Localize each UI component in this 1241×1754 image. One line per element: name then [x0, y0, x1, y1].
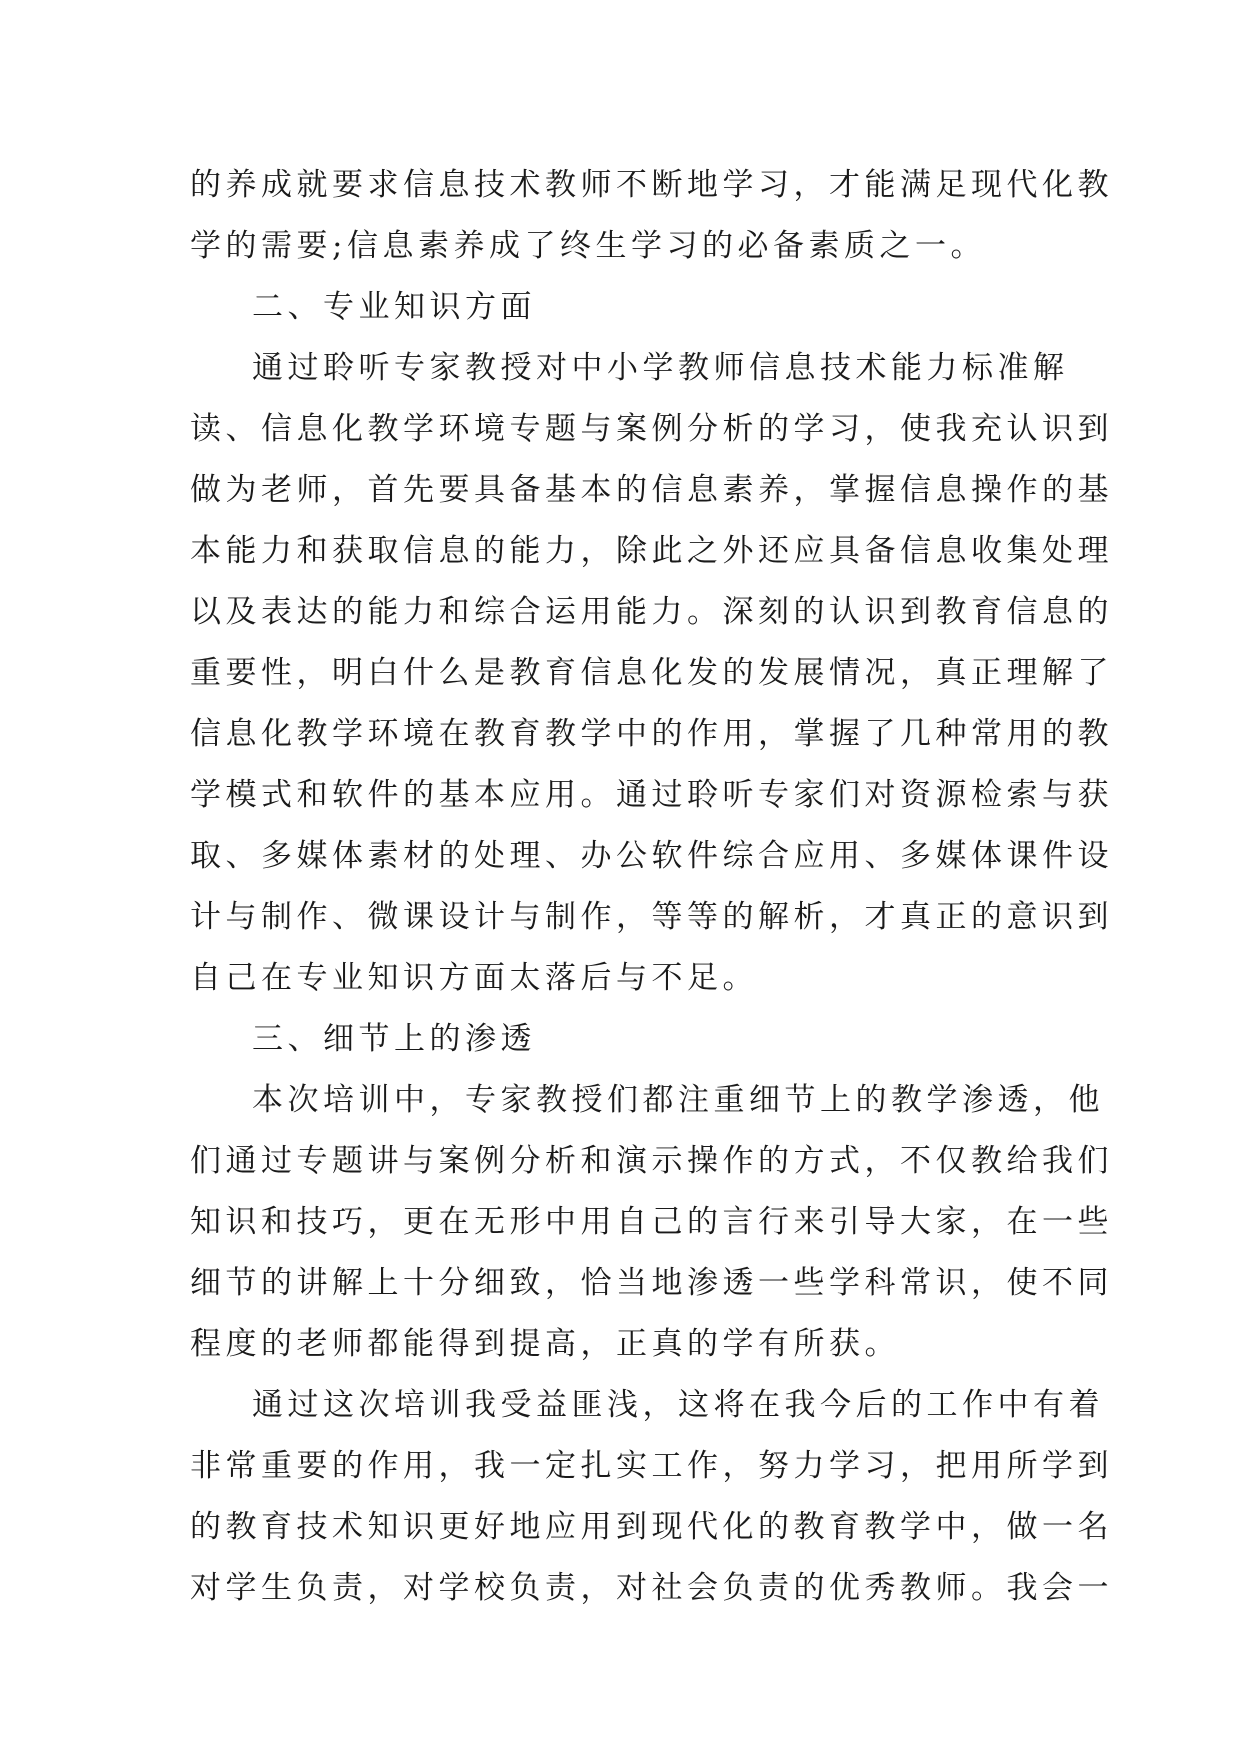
text-line: 自己在专业知识方面太落后与不足。: [190, 960, 758, 996]
section-heading: 三、细节上的渗透: [252, 1021, 536, 1057]
text-line: 学的需要;信息素养成了终生学习的必备素质之一。: [190, 228, 986, 264]
text-line: 本次培训中，专家教授们都注重细节上的教学渗透，他: [252, 1082, 1104, 1118]
text-line: 非常重要的作用，我一定扎实工作，努力学习，把用所学到: [190, 1448, 1113, 1484]
text-line: 以及表达的能力和综合运用能力。深刻的认识到教育信息的: [190, 594, 1113, 630]
text-line: 学模式和软件的基本应用。通过聆听专家们对资源检索与获: [190, 777, 1113, 813]
text-line: 本能力和获取信息的能力，除此之外还应具备信息收集处理: [190, 533, 1113, 569]
text-line: 细节的讲解上十分细致，恰当地渗透一些学科常识，使不同: [190, 1265, 1113, 1301]
text-line: 信息化教学环境在教育教学中的作用，掌握了几种常用的教: [190, 716, 1113, 752]
text-line: 读、信息化教学环境专题与案例分析的学习，使我充认识到: [190, 411, 1113, 447]
text-line: 知识和技巧，更在无形中用自己的言行来引导大家，在一些: [190, 1204, 1113, 1240]
section-heading: 二、专业知识方面: [252, 289, 536, 325]
text-line: 计与制作、微课设计与制作，等等的解析，才真正的意识到: [190, 899, 1113, 935]
text-line: 程度的老师都能得到提高，正真的学有所获。: [190, 1326, 900, 1362]
text-line: 重要性，明白什么是教育信息化发的发展情况，真正理解了: [190, 655, 1113, 691]
text-line: 通过聆听专家教授对中小学教师信息技术能力标准解: [252, 350, 1069, 386]
document-body: [190, 155, 1113, 1619]
text-line: 的养成就要求信息技术教师不断地学习，才能满足现代化教: [190, 167, 1113, 203]
text-line: 通过这次培训我受益匪浅，这将在我今后的工作中有着: [252, 1387, 1104, 1423]
text-line: 做为老师，首先要具备基本的信息素养，掌握信息操作的基: [190, 472, 1113, 508]
text-line: 对学生负责，对学校负责，对社会负责的优秀教师。我会一: [190, 1570, 1113, 1606]
text-line: 们通过专题讲与案例分析和演示操作的方式，不仅教给我们: [190, 1143, 1113, 1179]
text-line: 取、多媒体素材的处理、办公软件综合应用、多媒体课件设: [190, 838, 1113, 874]
text-line: 的教育技术知识更好地应用到现代化的教育教学中，做一名: [190, 1509, 1113, 1545]
